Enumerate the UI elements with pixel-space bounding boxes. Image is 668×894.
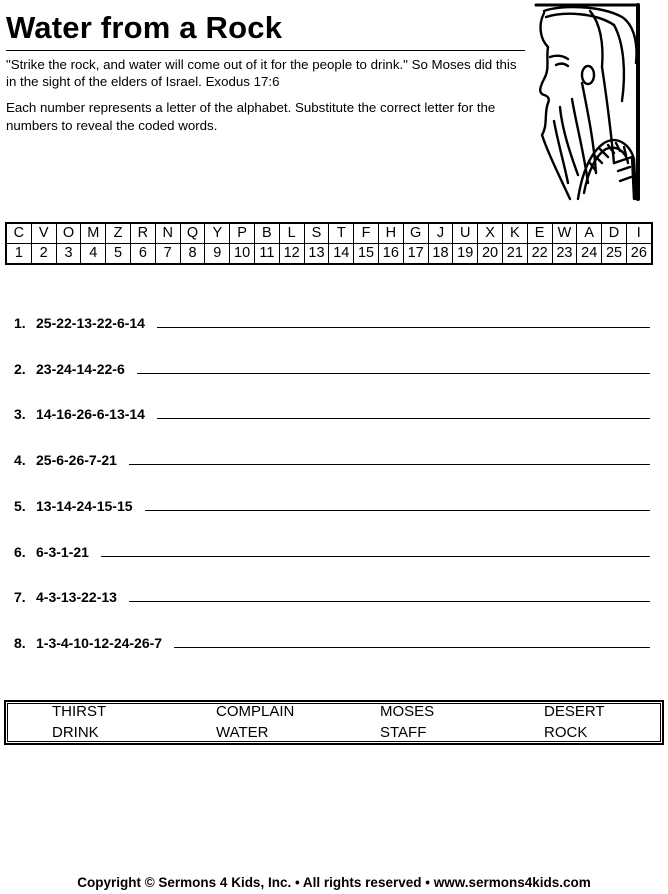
coded-question-row	[14, 538, 650, 560]
word-bank-item: DESERT	[544, 703, 605, 720]
coded-question-row	[14, 492, 650, 514]
cipher-number-cell: 7	[155, 244, 180, 265]
coded-question-row	[14, 355, 650, 377]
word-bank-item: WATER	[216, 724, 269, 741]
question-number: 2.	[14, 360, 26, 377]
cipher-letter-cell: Z	[106, 223, 131, 244]
cipher-letter-cell: A	[577, 223, 602, 244]
cipher-letter-cell: K	[502, 223, 527, 244]
cipher-number-cell: 3	[56, 244, 81, 265]
coded-question-row	[14, 309, 650, 331]
question-number: 3.	[14, 406, 26, 423]
cipher-letter-cell: U	[453, 223, 478, 244]
cipher-letter-cell: T	[329, 223, 354, 244]
title-underline	[6, 50, 525, 51]
cipher-number-cell: 24	[577, 244, 602, 265]
question-code: 25-22-13-22-6-14	[36, 315, 145, 331]
cipher-letters-row	[6, 223, 652, 244]
cipher-letter-cell: F	[354, 223, 379, 244]
question-code: 25-6-26-7-21	[36, 452, 117, 469]
cipher-letter-cell: G	[403, 223, 428, 244]
cipher-letter-cell: D	[602, 223, 627, 244]
cipher-letter-cell: S	[304, 223, 329, 244]
question-code: 6-3-1-21	[36, 543, 89, 560]
question-number: 1.	[14, 315, 26, 331]
coded-question-row	[14, 446, 650, 468]
cipher-number-cell: 8	[180, 244, 205, 265]
cipher-number-cell: 10	[230, 244, 255, 265]
question-code: 4-3-13-22-13	[36, 589, 117, 606]
question-code: 23-24-14-22-6	[36, 360, 125, 377]
cipher-number-cell: 4	[81, 244, 106, 265]
cipher-number-cell: 5	[106, 244, 131, 265]
cipher-letter-cell: Q	[180, 223, 205, 244]
moses-portrait-illustration	[530, 3, 648, 201]
cipher-key-table	[5, 222, 653, 265]
cipher-number-cell: 23	[552, 244, 577, 265]
question-number: 8.	[14, 634, 26, 651]
cipher-letter-cell: R	[130, 223, 155, 244]
word-bank-item: THIRST	[52, 703, 107, 720]
cipher-number-cell: 9	[205, 244, 230, 265]
cipher-letter-cell: I	[626, 223, 651, 244]
scripture-verse: "Strike the rock, and water will come out of it for the people to drink." So Moses did this in the sight of the elders of Israel. Exodus 17:6	[6, 57, 517, 89]
question-number: 6.	[14, 543, 26, 560]
cipher-number-cell: 12	[279, 244, 304, 265]
question-code: 1-3-4-10-12-24-26-7	[36, 634, 163, 651]
cipher-letter-cell: L	[279, 223, 304, 244]
question-number: 4.	[14, 452, 26, 469]
cipher-letter-cell: X	[478, 223, 503, 244]
cipher-letter-cell: P	[230, 223, 255, 244]
question-code: 14-16-26-6-13-14	[36, 406, 145, 423]
cipher-letter-cell: C	[6, 223, 31, 244]
cipher-number-cell: 2	[31, 244, 56, 265]
coded-question-row	[14, 629, 650, 651]
cipher-letter-cell: N	[155, 223, 180, 244]
cipher-number-cell: 19	[453, 244, 478, 265]
cipher-number-cell: 1	[6, 244, 31, 265]
question-code: 13-14-24-15-15	[36, 497, 133, 514]
cipher-number-cell: 13	[304, 244, 329, 265]
cipher-number-cell: 26	[626, 244, 651, 265]
cipher-letter-cell: M	[81, 223, 106, 244]
word-bank-item: COMPLAIN	[216, 703, 295, 720]
answer-line[interactable]	[157, 418, 650, 419]
cipher-number-cell: 22	[527, 244, 552, 265]
cipher-number-cell: 15	[354, 244, 379, 265]
question-number: 5.	[14, 497, 26, 514]
cipher-number-cell: 14	[329, 244, 354, 265]
cipher-letter-cell: Y	[205, 223, 230, 244]
cipher-number-cell: 16	[378, 244, 403, 265]
answer-line[interactable]	[101, 556, 650, 557]
cipher-numbers-row	[6, 244, 652, 265]
cipher-letter-cell: J	[428, 223, 453, 244]
coded-question-row	[14, 400, 650, 422]
page-title: Water from a Rock	[6, 10, 283, 45]
answer-line[interactable]	[137, 373, 650, 374]
cipher-letter-cell: B	[254, 223, 279, 244]
cipher-number-cell: 18	[428, 244, 453, 265]
word-bank	[4, 700, 664, 745]
word-bank-item: MOSES	[380, 703, 435, 720]
answer-line[interactable]	[145, 510, 650, 511]
word-bank-item: DRINK	[52, 724, 99, 741]
cipher-number-cell: 25	[602, 244, 627, 265]
cipher-number-cell: 11	[254, 244, 279, 265]
answer-line[interactable]	[129, 464, 650, 465]
answer-line[interactable]	[174, 647, 650, 648]
cipher-number-cell: 21	[502, 244, 527, 265]
cipher-number-cell: 6	[130, 244, 155, 265]
cipher-letter-cell: E	[527, 223, 552, 244]
cipher-number-cell: 17	[403, 244, 428, 265]
cipher-number-cell: 20	[478, 244, 503, 265]
question-number: 7.	[14, 589, 26, 606]
answer-line[interactable]	[157, 327, 650, 328]
coded-question-row	[14, 583, 650, 605]
cipher-letter-cell: V	[31, 223, 56, 244]
copyright-footer: Copyright © Sermons 4 Kids, Inc. • All rights reserved • www.sermons4kids.com	[77, 875, 591, 890]
instructions-text: Each number represents a letter of the alphabet. Substitute the correct letter for the numbers to reveal the coded words.	[6, 100, 496, 133]
cipher-letter-cell: H	[378, 223, 403, 244]
cipher-letter-cell: O	[56, 223, 81, 244]
word-bank-item: ROCK	[544, 724, 588, 741]
cipher-letter-cell: W	[552, 223, 577, 244]
word-bank-item: STAFF	[380, 724, 427, 741]
answer-line[interactable]	[129, 601, 650, 602]
